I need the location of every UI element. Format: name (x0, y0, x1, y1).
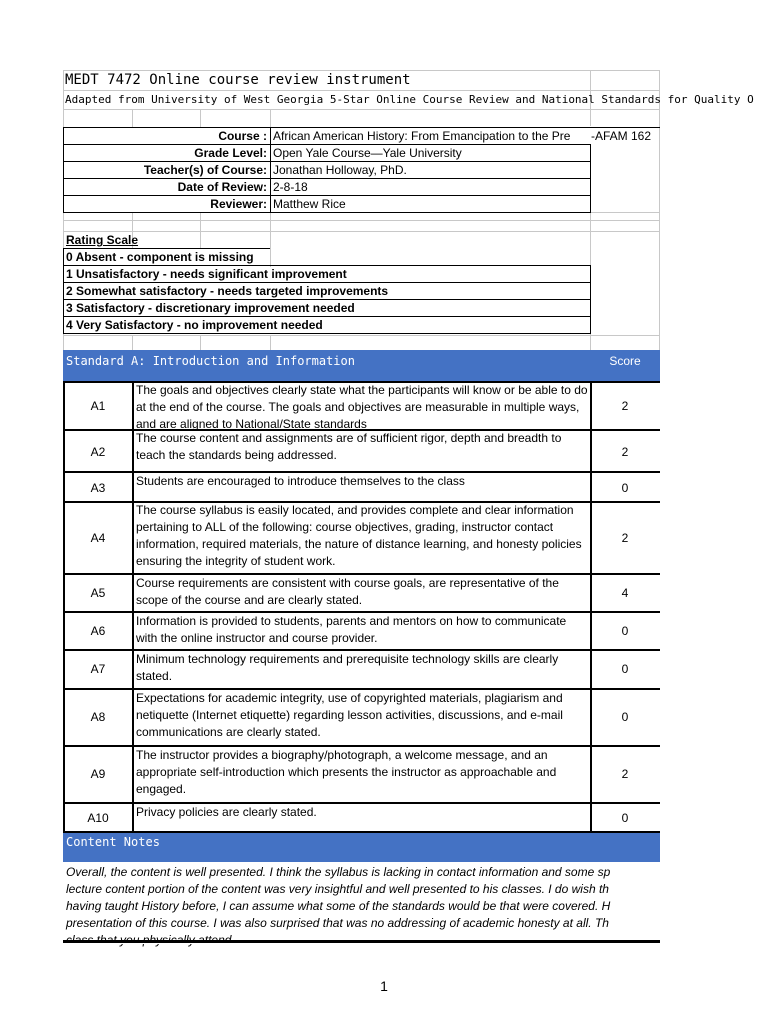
form-subtitle: Adapted from University of West Georgia 5-Star Online Course Review and National Standards for Quality O (65, 93, 754, 106)
rating-item-2: 2 Somewhat satisfactory - needs targeted improvements (66, 284, 389, 298)
row-a7-score: 0 (621, 662, 629, 676)
teacher-value: Jonathan Holloway, PhD. (273, 163, 407, 177)
review-sheet (63, 70, 754, 944)
row-a3-id: A3 (90, 481, 106, 495)
row-a10-score: 0 (621, 811, 629, 825)
reviewer-label: Reviewer: (210, 197, 267, 211)
rating-scale-title: Rating Scale (66, 233, 139, 247)
content-notes-body (66, 864, 766, 949)
row-a1-text: The goals and objectives clearly state what the participants will know or be able to do at the end of the course. The goals and objectives are measurable in multiple ways, and are aligned to National/State standards (136, 383, 588, 431)
row-a4-score: 2 (621, 531, 629, 545)
form-title: MEDT 7472 Online course review instrument (65, 72, 411, 88)
row-a5-text: Course requirements are consistent with course goals, are representative of the scope of the course and are clearly stated. (136, 576, 559, 607)
content-notes-title: Content Notes (66, 835, 160, 849)
row-a9-score: 2 (621, 767, 629, 781)
rating-item-1: 1 Unsatisfactory - needs significant improvement (66, 267, 347, 281)
rating-item-0: 0 Absent - component is missing (66, 250, 254, 264)
row-a10-text: Privacy policies are clearly stated. (136, 805, 317, 819)
row-a7-text: Minimum technology requirements and prerequisite technology skills are clearly stated. (136, 652, 559, 683)
row-a2-score: 2 (621, 445, 629, 459)
grade-level-value: Open Yale Course—Yale University (273, 146, 462, 160)
rating-item-3: 3 Satisfactory - discretionary improvement needed (66, 301, 355, 315)
row-a6-id: A6 (90, 624, 106, 638)
row-a8-score: 0 (621, 710, 629, 724)
row-a5-score: 4 (621, 586, 629, 600)
course-value: African American History: From Emancipation to the Pre (273, 129, 571, 143)
standard-title: Standard A: Introduction and Information (66, 354, 355, 368)
notes-line-2: lecture content portion of the content was very insightful and well presented to his classes. I do wish th (66, 882, 609, 896)
review-date-label: Date of Review: (177, 180, 267, 194)
row-a1-id: A1 (90, 399, 106, 413)
row-a8-text: Expectations for academic integrity, use of copyrighted materials, plagiarism and netiquette (Internet etiquette) regarding lesson activities, discussions, and e-mail communications are clearly stated. (136, 691, 563, 739)
page-number: 1 (380, 978, 388, 994)
course-code: -AFAM 162 (591, 129, 652, 143)
review-date-value: 2-8-18 (273, 180, 308, 194)
notes-line-1: Overall, the content is well presented. I think the syllabus is lacking in contact information and some sp (66, 865, 611, 879)
rating-item-4: 4 Very Satisfactory - no improvement needed (66, 318, 323, 332)
teacher-label: Teacher(s) of Course: (143, 163, 267, 177)
row-a3-score: 0 (621, 481, 629, 495)
row-a8-id: A8 (90, 710, 106, 724)
course-label: Course : (218, 129, 267, 143)
row-a3-text: Students are encouraged to introduce themselves to the class (136, 474, 465, 488)
row-a9-text: The instructor provides a biography/photograph, a welcome message, and an appropriate self-introduction which presents the instructor as approachable and engaged. (136, 748, 557, 796)
row-a6-score: 0 (621, 624, 629, 638)
row-a2-text: The course content and assignments are of sufficient rigor, depth and breadth to teach the standards being addressed. (136, 431, 562, 462)
grade-level-label: Grade Level: (194, 146, 267, 160)
row-a1-score: 2 (621, 399, 629, 413)
score-header: Score (609, 354, 641, 368)
row-a10-id: A10 (87, 811, 109, 825)
row-a7-id: A7 (90, 662, 106, 676)
row-a9-id: A9 (90, 767, 106, 781)
row-a5-id: A5 (90, 586, 106, 600)
row-a2-id: A2 (90, 445, 106, 459)
notes-line-3: having taught History before, I can assume what some of the standards would be that were covered. H (66, 899, 611, 913)
row-a4-id: A4 (90, 531, 106, 545)
row-a4-text: The course syllabus is easily located, and provides complete and clear information pertaining to ALL of the following: course objectives, grading, instructor contact information, required materials, the nature of distance learning, and honesty policies ensuring the integrity of student work. (136, 503, 582, 568)
reviewer-value: Matthew Rice (273, 197, 346, 211)
notes-line-4: presentation of this course. I was also surprised that was no addressing of academic honesty at all. Th (66, 916, 609, 930)
row-a6-text: Information is provided to students, parents and mentors on how to communicate with the online instructor and course provider. (136, 614, 567, 645)
